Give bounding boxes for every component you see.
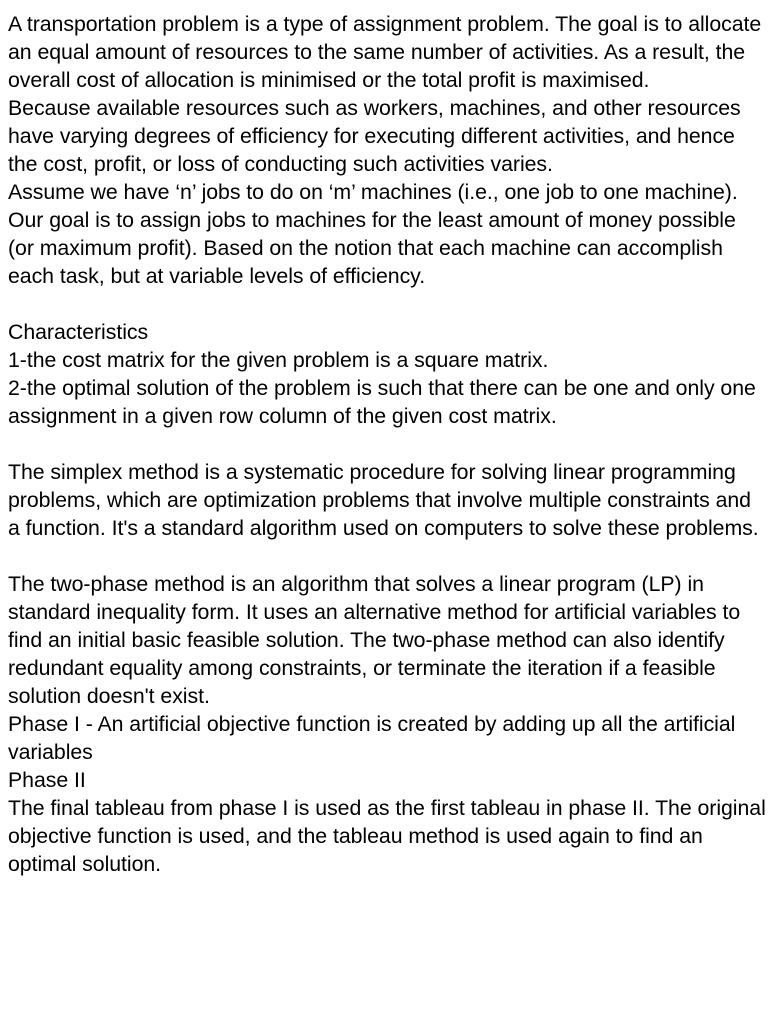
paragraph-phase-two: The final tableau from phase I is used as the first tableau in phase II. The original objective function is used, and the tableau method is used again to find an optimal solution. — [8, 796, 766, 876]
paragraph-simplex-method: The simplex method is a systematic procedure for solving linear programming problems, which are optimization problems that involve multiple constraints and a function. It's a standard algorithm used on computers to solve these problems. — [8, 460, 759, 540]
paragraph-two-phase-method: The two-phase method is an algorithm that solves a linear program (LP) in standard inequality form. It uses an alternative method for artificial variables to find an initial basic feasible solution. The two-phase method can also identify redundant equality among constraints, or terminate the iteration if a feasible solution doesn't exist. — [8, 572, 741, 708]
blank-line — [8, 430, 766, 458]
paragraph-transportation-problem: A transportation problem is a type of assignment problem. The goal is to allocate an equal amount of resources to the same number of activities. As a result, the overall cost of allocation is minimised or the total profit is maximised. — [8, 12, 762, 92]
paragraph-resource-efficiency: Because available resources such as workers, machines, and other resources have varying degrees of efficiency for executing different activities, and hence the cost, profit, or loss of conducting such activities varies. — [8, 96, 741, 176]
heading-phase-two: Phase II — [8, 768, 86, 792]
heading-characteristics: Characteristics — [8, 320, 149, 344]
blank-line — [8, 542, 766, 570]
paragraph-jobs-machines: Assume we have ‘n’ jobs to do on ‘m’ machines (i.e., one job to one machine). Our goal is to assign jobs to machines for the least amount of money possible (or maximum profit). Based on the notion that each machine can accomplish each task, but at variable levels of efficiency. — [8, 180, 738, 288]
paragraph-phase-one: Phase I - An artificial objective function is created by adding up all the artificial variables — [8, 712, 736, 764]
blank-line — [8, 290, 766, 318]
document-body — [8, 10, 766, 878]
characteristic-item-1: 1-the cost matrix for the given problem is a square matrix. — [8, 348, 549, 372]
characteristic-item-2: 2-the optimal solution of the problem is such that there can be one and only one assignment in a given row column of the given cost matrix. — [8, 376, 756, 428]
